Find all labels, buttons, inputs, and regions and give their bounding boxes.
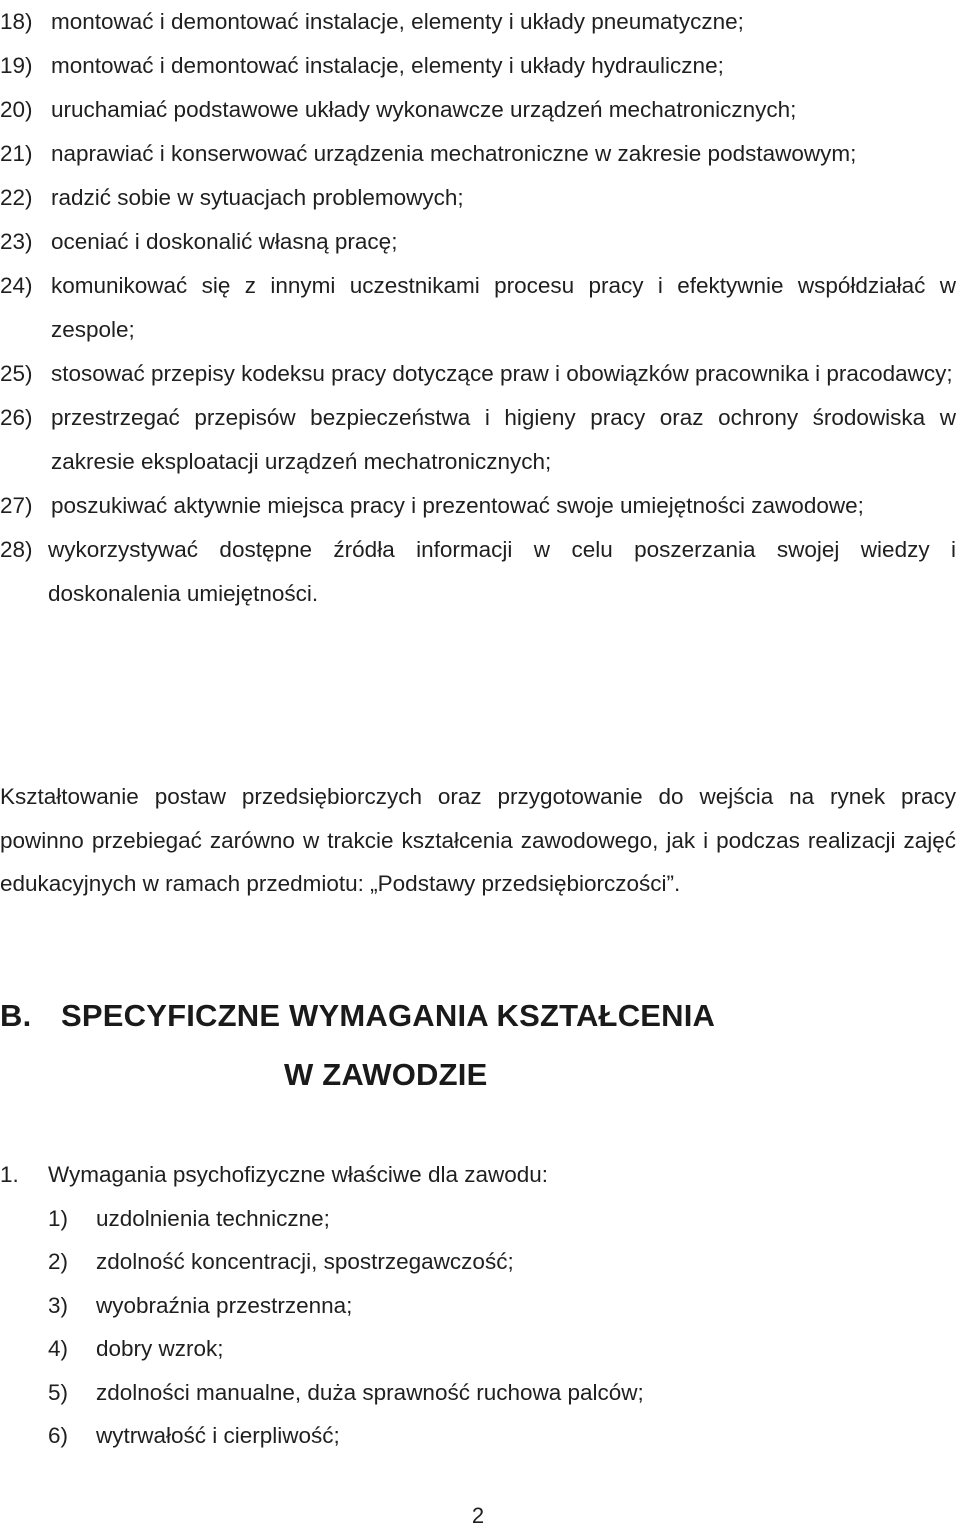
list-item [0,44,956,88]
list-item [0,396,956,484]
item-number: 1) [48,1205,69,1231]
item-number: 28) [0,537,33,562]
list-item [0,220,956,264]
list-item [0,352,956,396]
list-item [48,1415,948,1459]
item-number: 3) [48,1292,69,1318]
list-item [0,88,956,132]
item-text: wyobraźnia przestrzenna; [96,1292,353,1318]
item-text: montować i demontować instalacje, elementy i układy hydrauliczne; [51,53,724,78]
section-letter: B. [0,998,32,1033]
item-text: zdolność koncentracji, spostrzegawczość; [96,1249,514,1275]
item-text: oceniać i doskonalić własną pracę; [51,229,398,254]
item-number: 6) [48,1423,69,1449]
list-item [48,1241,948,1285]
item-number: 18) [0,9,33,34]
item-number: 26) [0,405,33,430]
list-item [0,0,956,44]
list-item [48,1197,948,1241]
item-number: 4) [48,1336,69,1362]
list-item [0,132,956,176]
subsection-number: 1. [0,1162,19,1187]
item-number: 22) [0,185,33,210]
item-number: 20) [0,97,33,122]
list-item [48,1371,948,1415]
item-text: naprawiać i konserwować urządzenia mechatroniczne w zakresie podstawowym; [51,141,857,166]
list-item [48,1328,948,1372]
item-number: 2) [48,1249,69,1275]
item-text: radzić sobie w sytuacjach problemowych; [51,185,464,210]
item-number: 19) [0,53,33,78]
item-number: 24) [0,273,33,298]
item-number: 25) [0,361,33,386]
item-number: 27) [0,493,33,518]
item-text: dobry wzrok; [96,1336,224,1362]
item-text: przestrzegać przepisów bezpieczeństwa i higieny pracy oraz ochrony środowiska w zakresie eksploatacji urządzeń mechatronicznych; [51,405,956,474]
page-number: 2 [471,1503,485,1528]
subsection-title [0,1155,956,1195]
item-number: 5) [48,1379,69,1405]
entrepreneurship-paragraph: Kształtowanie postaw przedsiębiorczych oraz przygotowanie do wejścia na rynek pracy powinno przebiegać zarówno w trakcie kształcenia zawodowego, jak i podczas realizacji zajęć edukacyjnych w ramach przedmiotu: „Podstawy przedsiębiorczości”. [0,784,956,896]
item-number: 21) [0,141,33,166]
list-item [0,528,956,616]
list-item [48,1284,948,1328]
item-text: komunikować się z innymi uczestnikami procesu pracy i efektywnie współdziałać w zespole; [51,273,956,342]
item-text: poszukiwać aktywnie miejsca pracy i prezentować swoje umiejętności zawodowe; [51,493,864,518]
item-number: 23) [0,229,33,254]
section-heading-line1: SPECYFICZNE WYMAGANIA KSZTAŁCENIA [61,998,716,1033]
list-item [0,176,956,220]
requirements-list [48,1197,948,1458]
subsection-title-text: Wymagania psychofizyczne właściwe dla zawodu: [48,1162,549,1187]
item-text: montować i demontować instalacje, elementy i układy pneumatyczne; [51,9,744,34]
list-item [0,264,956,352]
list-item [0,484,956,528]
item-text: wytrwałość i cierpliwość; [96,1423,340,1449]
item-text: stosować przepisy kodeksu pracy dotyczące praw i obowiązków pracownika i pracodawcy; [51,361,953,386]
item-text: zdolności manualne, duża sprawność ruchowa palców; [96,1379,644,1405]
item-text: wykorzystywać dostępne źródła informacji w celu poszerzania swojej wiedzy i doskonalenia umiejętności. [48,537,956,606]
skills-list [0,0,956,616]
item-text: uruchamiać podstawowe układy wykonawcze urządzeń mechatronicznych; [51,97,797,122]
section-heading-line2: W ZAWODZIE [284,1057,488,1092]
item-text: uzdolnienia techniczne; [96,1205,330,1231]
